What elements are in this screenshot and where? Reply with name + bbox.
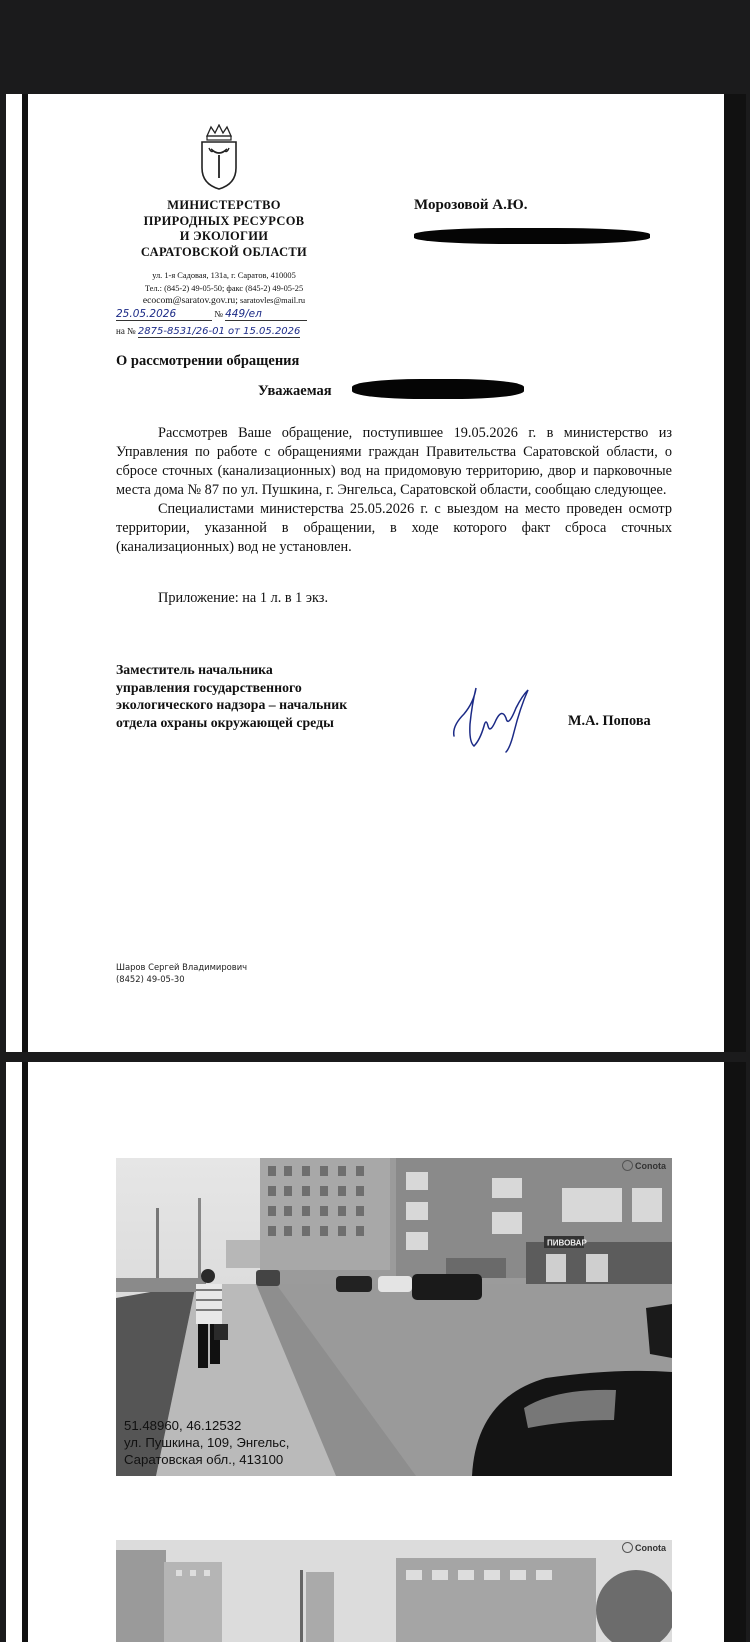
photo-brand: Conota xyxy=(622,1542,666,1553)
reg-number: 449/ел xyxy=(225,308,307,321)
attachment-page xyxy=(6,1062,746,1642)
letter-subject: О рассмотрении обращения xyxy=(116,353,300,369)
scan-edge-right xyxy=(724,1062,746,1642)
buildings-scene-image xyxy=(116,1540,672,1642)
ministry-email-secondary: saratovles@mail.ru xyxy=(239,296,306,305)
signer-name: М.А. Попова xyxy=(568,713,651,729)
photo-address-line-2: Саратовская обл., 413100 xyxy=(124,1452,284,1467)
handwritten-signature xyxy=(450,674,542,754)
greeting: Уважаемая xyxy=(258,383,332,399)
registration-line xyxy=(116,308,336,321)
second-photo xyxy=(116,1540,672,1642)
brand-logo-icon xyxy=(622,1542,633,1553)
reg-date: 25.05.2026 xyxy=(116,308,212,321)
incoming-label: на № xyxy=(116,326,136,336)
saratov-coat-of-arms-icon xyxy=(198,124,240,190)
photo-location xyxy=(124,1417,289,1468)
signer-title: Заместитель начальника управления государственного экологического надзора – начальник отдела охраны окружающей среды xyxy=(116,662,348,730)
incoming-ref-line xyxy=(116,326,336,338)
ministry-address: ул. 1-я Садовая, 131а, г. Саратов, 410005 Тел.: (845-2) 49-05-50; факс (845-2) 49-05-25 ecocom@saratov.gov.ru; saratovles@mail.ru xyxy=(142,271,306,306)
executor-info xyxy=(116,962,247,985)
redacted-name xyxy=(352,379,524,399)
photo-brand: Conota xyxy=(622,1160,666,1171)
executor-name: Шаров Сергей Владимирович xyxy=(116,962,248,972)
incoming-ref: 2875-8531/26-01 от 15.05.2026 xyxy=(137,326,301,337)
reg-number-label: № xyxy=(214,309,223,319)
street-photo xyxy=(116,1158,672,1476)
scan-edge-left xyxy=(22,94,28,1052)
storefront-sign: ПИВОВАР xyxy=(547,1238,587,1248)
scan-edge-left xyxy=(22,1062,28,1642)
ministry-name: МИНИСТЕРСТВО ПРИРОДНЫХ РЕСУРСОВ И ЭКОЛОГИИ САРАТОВСКОЙ ОБЛАСТИ xyxy=(140,198,308,259)
ministry-email: ecocom@saratov.gov.ru; xyxy=(142,295,238,306)
photo-address-line-1: ул. Пушкина, 109, Энгельс, xyxy=(124,1435,290,1450)
attachment-note: Приложение: на 1 л. в 1 экз. xyxy=(158,590,329,606)
executor-phone: (8452) 49-05-30 xyxy=(116,973,185,984)
brand-logo-icon xyxy=(622,1160,633,1171)
letter-page xyxy=(6,94,746,1052)
addressee: Морозовой А.Ю. xyxy=(414,197,528,213)
scan-edge-right xyxy=(724,94,746,1052)
photo-coordinates: 51.48960, 46.12532 xyxy=(124,1418,242,1433)
body-paragraph-1: Рассмотрев Ваше обращение, поступившее 19.05.2026 г. в министерство из Управления по работе с обращениями граждан Правительства Саратовской области, о сбросе сточных (канализационных) вод на придомовую территорию, двор и парковочные места дома № 87 по ул. Пушкина, г. Энгельса, Саратовской области, сообщаю следующее. xyxy=(116,425,672,498)
letter-body xyxy=(116,424,672,557)
body-paragraph-2: Специалистами министерства 25.05.2026 г. с выездом на место проведен осмотр территории, указанной в обращении, в ходе которого факт сброса сточных (канализационных) вод не установлен. xyxy=(116,501,672,555)
redacted-address xyxy=(414,228,650,244)
